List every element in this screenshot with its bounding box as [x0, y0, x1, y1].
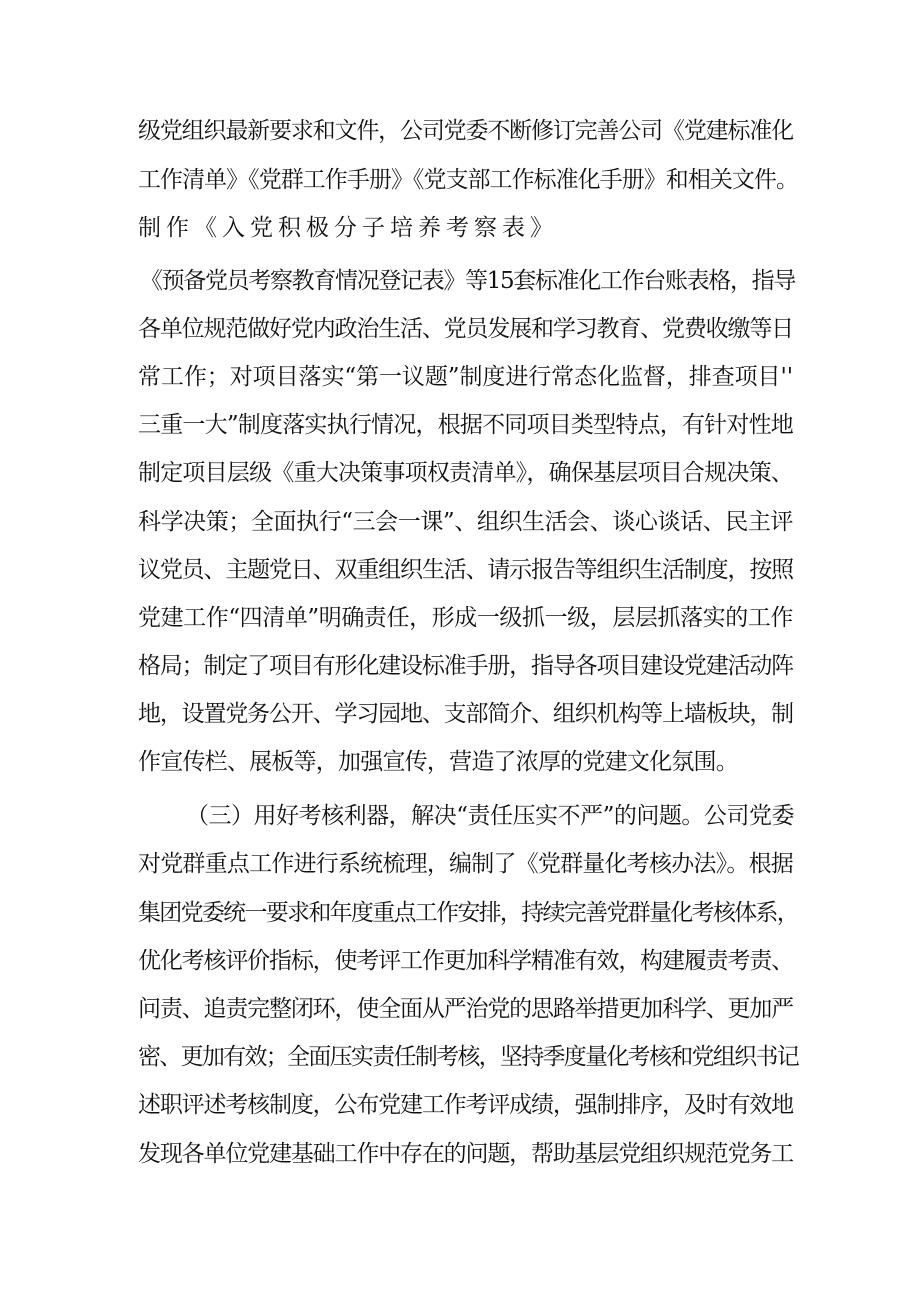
paragraph-3-line-1: （三）用好考核利器，解决“责任压实不严”的问题。公司党委 [186, 803, 794, 829]
paragraph-2-line-4: 三重一大”制度落实执行情况，根据不同项目类型特点，有针对性地 [138, 412, 793, 438]
paragraph-3-line-5: 问责、追责完整闭环，使全面从严治党的思路举措更加科学、更加严 [138, 996, 794, 1022]
paragraph-2-line-5: 制定项目层级《重大决策事项权责清单》，确保基层项目合规决策、 [138, 460, 794, 486]
paragraph-3-line-7: 述职评述考核制度，公布党建工作考评成绩，强制排序，及时有效地 [138, 1092, 794, 1118]
paragraph-2-line-6: 科学决策；全面执行“三会一课”、组织生活会、谈心谈话、民主评 [138, 509, 793, 535]
paragraph-3-line-2: 对党群重点工作进行系统梳理，编制了《党群量化考核办法》。根据 [138, 851, 794, 877]
paragraph-2-line-2: 各单位规范做好党内政治生活、党员发展和学习教育、党费收缴等日 [138, 316, 794, 342]
paragraph-2-line-11: 作宣传栏、展板等，加强宣传，营造了浓厚的党建文化氛围。 [138, 749, 739, 775]
paragraph-3-line-6: 密、更加有效；全面压实责任制考核，坚持季度量化考核和党组织书记 [138, 1044, 799, 1070]
paragraph-2-line-8: 党建工作“四清单”明确责任，形成一级抓一级，层层抓落实的工作 [138, 605, 793, 631]
paragraph-1-line-2: 工作清单》《党群工作手册》《党支部工作标准化手册》和相关文件。 [138, 167, 799, 193]
paragraph-1-line-1: 级党组织最新要求和文件，公司党委不断修订完善公司《党建标准化 [138, 118, 794, 144]
paragraph-3-line-3: 集团党委统一要求和年度重点工作安排，持续完善党群量化考核体系， [138, 900, 799, 926]
paragraph-3-line-4: 优化考核评价指标，使考评工作更加科学精准有效，构建履责考责、 [138, 948, 794, 974]
paragraph-1-line-3: 制作《入党积极分子培养考察表》 [138, 215, 558, 241]
paragraph-2-line-3: 常工作；对项目落实“第一议题”制度进行常态化监督，排查项目'' [138, 364, 793, 390]
paragraph-2-line-10: 地，设置党务公开、学习园地、支部简介、组织机构等上墙板块，制 [138, 701, 794, 727]
paragraph-2-line-7: 议党员、主题党日、双重组织生活、请示报告等组织生活制度，按照 [138, 557, 794, 583]
paragraph-3-line-8: 发现各单位党建基础工作中存在的问题，帮助基层党组织规范党务工 [138, 1141, 794, 1167]
paragraph-2-line-9: 格局；制定了项目有形化建设标准手册，指导各项目建设党建活动阵 [138, 653, 794, 679]
paragraph-2-line-1: 《预备党员考察教育情况登记表》等15套标准化工作台账表格，指导 [140, 268, 795, 294]
